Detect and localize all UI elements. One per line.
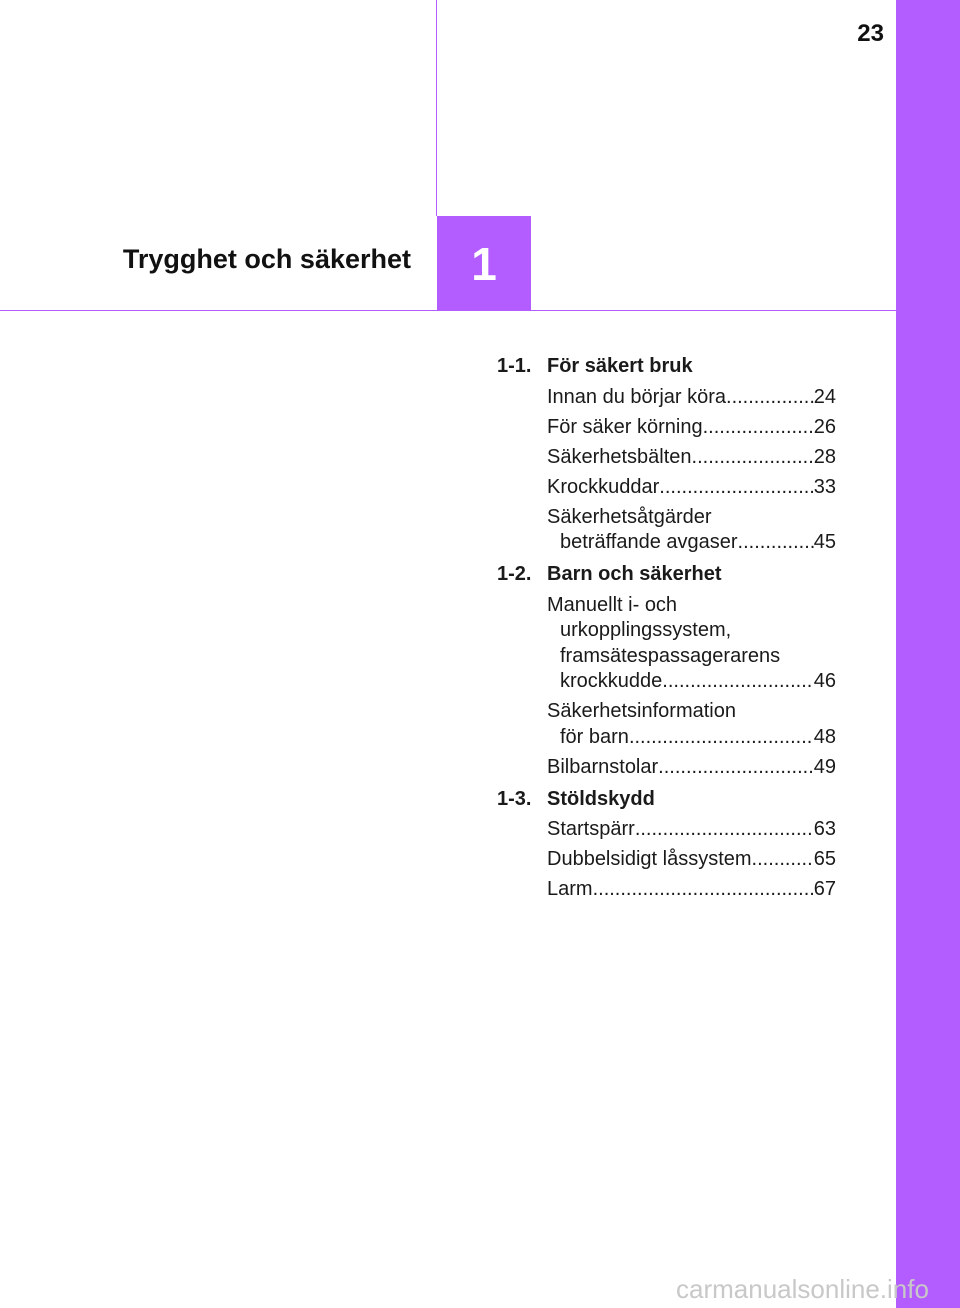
toc-dot-leader <box>662 669 813 695</box>
toc-entry[interactable] <box>547 877 836 903</box>
toc-entry[interactable] <box>547 475 836 501</box>
divider-vertical <box>436 0 437 216</box>
toc-entry-line <box>547 505 836 531</box>
toc-entry-label: för barn <box>560 725 629 748</box>
toc-section-header <box>497 787 836 813</box>
toc-entry-label: urkopplingssystem, <box>560 619 732 641</box>
toc-dot-leader <box>629 725 814 751</box>
toc-section-title: För säkert bruk <box>547 355 693 377</box>
table-of-contents <box>497 354 836 907</box>
toc-entry[interactable] <box>547 415 836 441</box>
toc-entry-label: Säkerhetsinformation <box>547 700 736 722</box>
toc-section-number: 1-3. <box>497 787 532 810</box>
toc-entry-label: Dubbelsidigt låssystem <box>547 848 752 870</box>
toc-page-ref: 65 <box>813 848 836 870</box>
toc-entry-label: beträffande avgaser <box>560 531 738 553</box>
chapter-title: Trygghet och säkerhet <box>122 244 411 274</box>
toc-entry-line <box>547 699 836 725</box>
toc-entry-label: krockkudde <box>560 670 663 692</box>
toc-section-header <box>497 562 836 588</box>
chapter-number-badge: 1 <box>437 216 531 311</box>
toc-dot-leader <box>658 755 814 781</box>
toc-entry-line <box>547 593 836 619</box>
toc-page-ref: 49 <box>813 755 836 778</box>
toc-entry[interactable] <box>547 699 836 750</box>
toc-entry[interactable] <box>547 385 836 411</box>
toc-entry-label: Innan du börjar köra <box>547 385 727 408</box>
toc-dot-leader <box>752 847 814 873</box>
chapter-side-tab <box>896 0 960 1308</box>
toc-entry-label: Manuellt i- och <box>547 593 678 616</box>
toc-section-title: Stöldskydd <box>547 787 655 810</box>
toc-entry-line <box>547 618 836 644</box>
toc-entry-label: Säkerhetsåtgärder <box>547 505 712 528</box>
toc-entry-line <box>547 847 836 873</box>
toc-entry-line <box>547 475 836 501</box>
watermark: carmanualsonline.info <box>676 1274 929 1304</box>
toc-dot-leader <box>703 415 814 441</box>
toc-page-ref: 28 <box>813 445 836 468</box>
toc-entry[interactable] <box>547 593 836 695</box>
toc-page-ref: 63 <box>813 818 836 840</box>
toc-entry-list <box>547 593 836 781</box>
toc-entry[interactable] <box>547 755 836 781</box>
toc-entry[interactable] <box>547 445 836 471</box>
toc-entry-line <box>547 385 836 411</box>
toc-entry-label: För säker körning <box>547 415 703 438</box>
toc-entry[interactable] <box>547 505 836 556</box>
toc-entry-list <box>547 817 836 903</box>
toc-page-ref: 46 <box>813 670 836 692</box>
toc-entry-line <box>547 755 836 781</box>
toc-dot-leader <box>593 877 814 903</box>
toc-entry-list <box>547 385 836 556</box>
toc-entry-line <box>547 644 836 670</box>
toc-page-ref: 24 <box>813 385 836 408</box>
toc-entry[interactable] <box>547 847 836 873</box>
toc-entry-label: Bilbarnstolar <box>547 755 659 778</box>
toc-page-ref: 26 <box>813 415 836 438</box>
toc-dot-leader <box>659 475 813 501</box>
toc-section-number: 1-1. <box>497 355 532 377</box>
toc-entry-label: Säkerhetsbälten <box>547 445 692 468</box>
toc-entry-line <box>547 725 836 751</box>
toc-entry-line <box>547 530 836 556</box>
toc-entry-label: Krockkuddar <box>547 475 660 498</box>
toc-entry-line <box>547 817 836 843</box>
toc-dot-leader <box>726 385 814 411</box>
toc-section-title: Barn och säkerhet <box>547 563 722 585</box>
toc-entry-line <box>547 877 836 903</box>
toc-page-ref: 33 <box>813 475 836 498</box>
toc-entry-line <box>547 669 836 695</box>
toc-dot-leader <box>635 817 814 843</box>
toc-entry-label: framsätespassagerarens <box>560 644 781 667</box>
toc-entry-label: Larm <box>547 878 593 900</box>
toc-page-ref: 67 <box>813 878 836 900</box>
toc-entry-label: Startspärr <box>547 818 635 840</box>
toc-entry[interactable] <box>547 817 836 843</box>
toc-dot-leader <box>692 445 814 471</box>
toc-section-number: 1-2. <box>497 563 532 585</box>
toc-entry-line <box>547 445 836 471</box>
toc-dot-leader <box>738 530 814 556</box>
toc-entry-line <box>547 415 836 441</box>
page-number: 23 <box>857 20 884 47</box>
toc-page-ref: 48 <box>813 725 836 748</box>
toc-section-header <box>497 354 836 380</box>
toc-page-ref: 45 <box>813 531 836 553</box>
